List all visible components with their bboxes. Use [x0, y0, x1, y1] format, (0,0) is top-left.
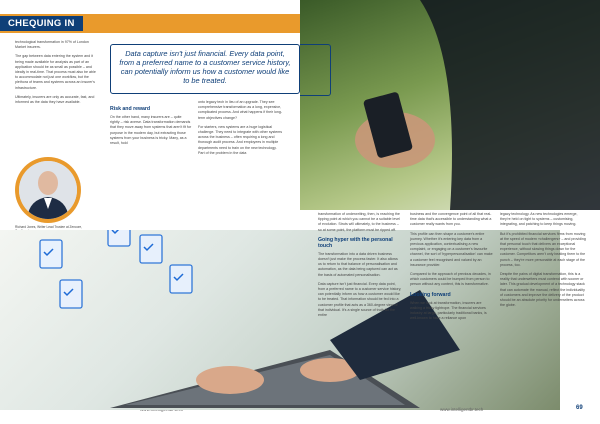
footer-url: www.intelligentbr.tech: [440, 407, 484, 412]
paragraph: On the other hand, many insurers are – quite rightly – risk averse. Data transformation demands that they move away from systems that aren't fit for purpose in the modern day, but extracting those systems from your business is tricky. Many, as a result, hold: [110, 115, 192, 146]
section-heading: Looking forward: [410, 291, 451, 298]
paragraph: The gap between data entering the system and it being made available for analysis as part of an application should be as small as possible – and ideally in real-time. That process must also be able to accommodate not just one workflow, but the plethora of teams and systems across an insurer's infrastructure.: [15, 54, 96, 90]
person-portrait-icon: [19, 161, 77, 219]
column-1: [318, 212, 402, 322]
image-caption: Richard Jones, Writer Lead Trustee at Zencore,: [15, 225, 83, 229]
paragraph: onto legacy tech in lieu of an upgrade. They see comprehensive transformation as a long, expensive, complicated process. And what happens if their long-term objectives change?: [198, 100, 283, 120]
paragraph: transformation of underwriting, then, is reaching the tipping point at which you cannot be a suitable level of evolution. Struts will ultimately, to the business – so at some point, the platform must be ripped off.: [318, 212, 400, 232]
paragraph: technological transformation in 97% of London Market insurers.: [15, 40, 89, 50]
office-photo: [300, 0, 600, 210]
pull-quote-frame: [300, 44, 331, 96]
section-heading: Risk and reward: [110, 106, 151, 112]
column-2: [110, 104, 192, 150]
paragraph: Compared to the approach of previous decades, in which customers could be bumped from person to person without any context, this is transformative.: [410, 272, 491, 287]
section-header: CHEQUING IN: [0, 16, 83, 31]
paragraph: When we look at transformation, insurers are walking a tricky tightrope. The financial services industry at large, particularly traditional banks, is well-known to have a reliance upon: [410, 300, 487, 321]
person-using-phone-illustration: [300, 0, 600, 210]
paragraph: The transformation into a data driven business doesn't just make the process faster. It also allows us to return to that balance of personalisation and automation, as the data being captured can act as the basis of automated personalisation.: [318, 251, 398, 277]
paragraph: Despite the pains of digital transformation, this is a reality that underwriters must contend with sooner or later. This gradual development of a technology stack that can automate the manual, reflect the individuality of customers and improve the delivery of the product should be an absolute priority for underwriters across the globe.: [500, 272, 585, 308]
column-1: [15, 40, 99, 109]
paragraph: But it's prohibited financial services firms from moving at the speed of modern «challengers» – and providing that personal touch that delivers an exceptional experience, without slowing things down for the customer. Competitors aren't only beating them to the punch – they're more personable at each stage of the process, too.: [500, 231, 586, 267]
column-2: [410, 212, 494, 325]
paragraph: Ultimately, insurers are only as accurate, fast, and informed as the data they have available.: [15, 94, 95, 105]
column-3: [198, 100, 284, 160]
column-3: [500, 212, 586, 312]
page-number: 69: [576, 405, 583, 411]
pull-quote: Data capture isn't just financial. Every data point, from a preferred name to a customer service history, can potentially inform us how a customer would like to be treated.: [110, 44, 300, 94]
author-avatar: [15, 157, 81, 223]
paragraph: legacy technology. As new technologies emerge, they're held on tight to systems – customising, integrating, and patching to keep things moving.: [500, 212, 578, 227]
section-heading: Going hyper with the personal touch: [318, 236, 393, 249]
paragraph: This profile can then shape a customer's entire journey. Whether it's entering key data from a previous application, contextualising a new complaint, or engaging on a customer's favourite channel, the sort of 'hyperpersonalisation' can make a customer feel recognised and valued by an insurance provider.: [410, 231, 493, 267]
paragraph: Data capture isn't just financial. Every data point, from a preferred name to a customer service history, can potentially inform us how a customer would like to be treated. That information should be fed into a customer profile that acts as a 360-degree view of that individual. It's a single source of truth for the entire: [318, 281, 402, 318]
paragraph: business and the convergence point of all that real-time data that's accessible to understanding what a customer really wants from you.: [410, 212, 492, 227]
paragraph: For starters, new systems are a huge logistical challenge. They need to integrate with other systems across the business – often requiring a long and thorough audit process. And employees in multiple departments need to train on the new technology. Part of the problem in the data: [198, 124, 283, 155]
